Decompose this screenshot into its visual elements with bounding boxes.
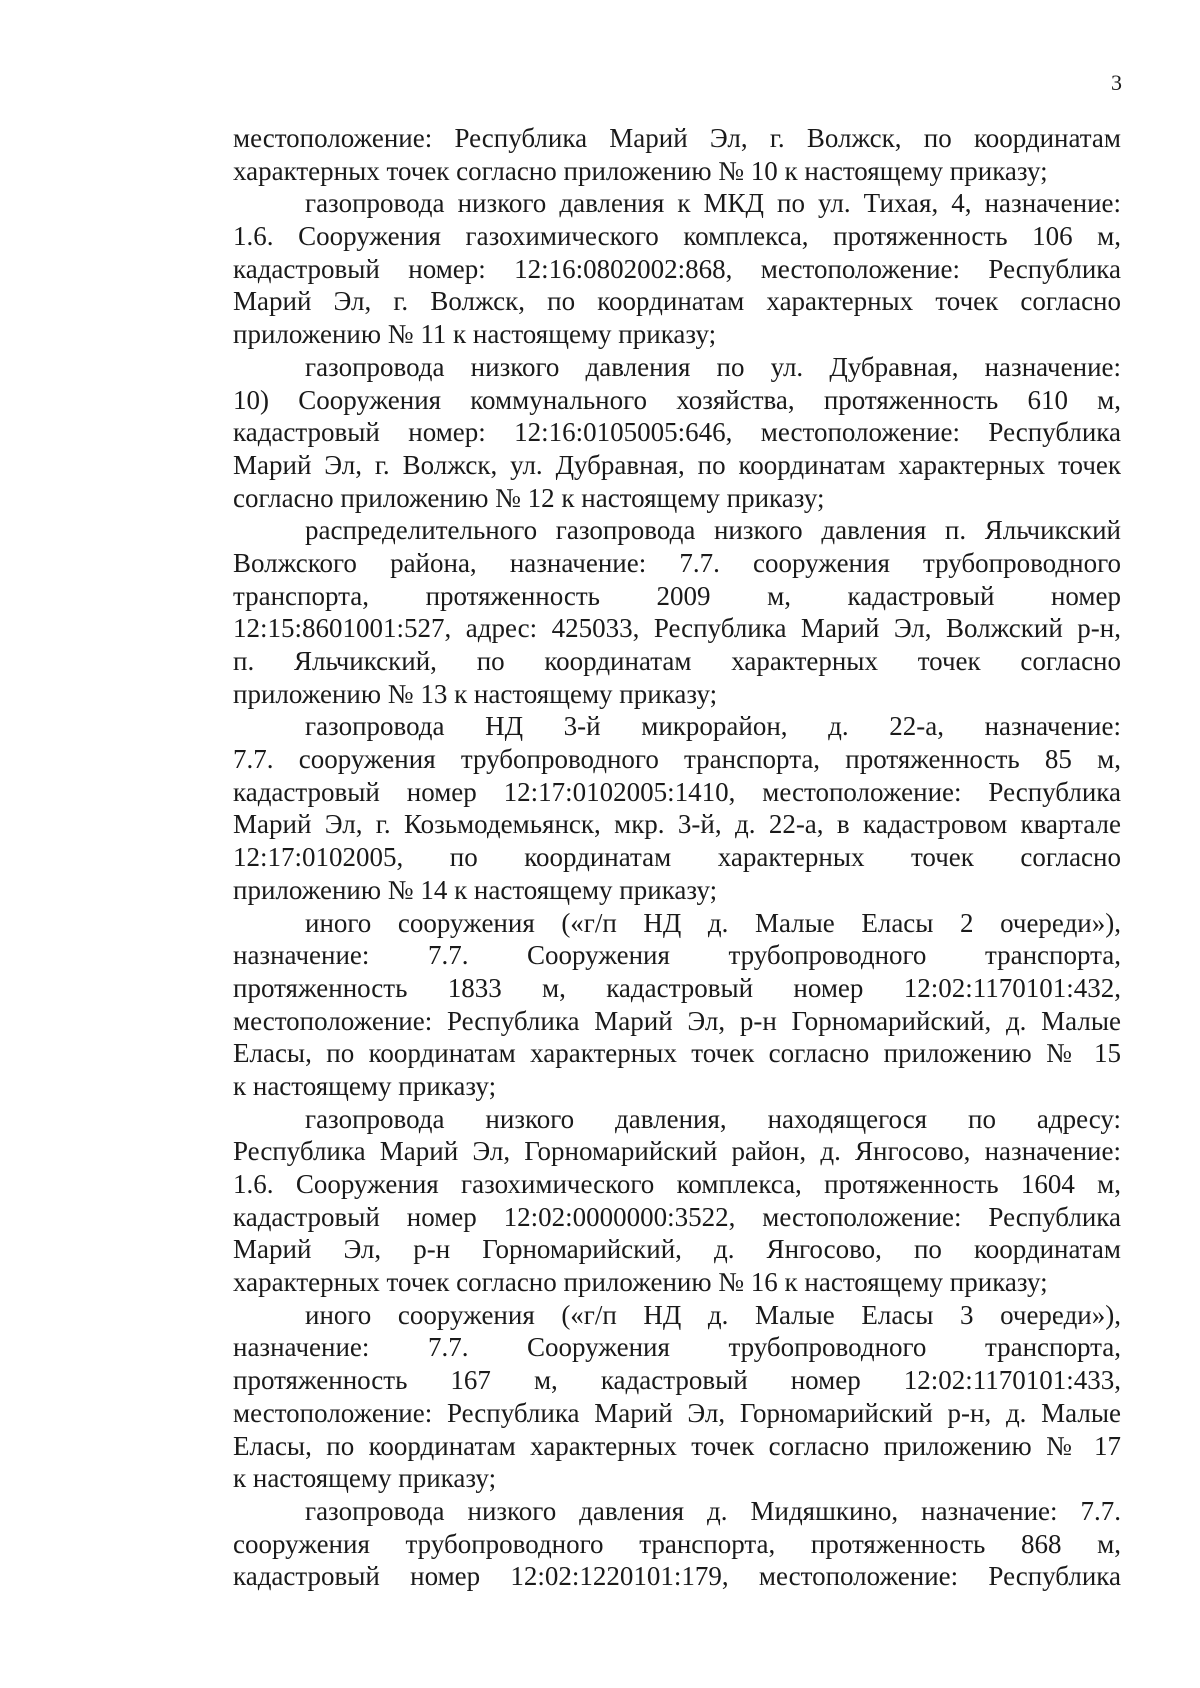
text-line: кадастровый номер 12:02:1220101:179, местоположение: Республика bbox=[233, 1561, 1121, 1592]
text-line: газопровода низкого давления, находящегося по адресу: bbox=[305, 1103, 1121, 1134]
text-line: назначение: 7.7. Сооружения трубопроводного транспорта, bbox=[233, 1332, 1121, 1363]
text-line: газопровода НД 3-й микрорайон, д. 22-а, назначение: bbox=[305, 711, 1121, 742]
text-line: кадастровый номер 12:17:0102005:1410, местоположение: Республика bbox=[233, 776, 1121, 807]
text-line: 1.6. Сооружения газохимического комплекса, протяженность 1604 м, bbox=[233, 1169, 1121, 1199]
text-line: местоположение: Республика Марий Эл, р-н Горномарийский, д. Малые bbox=[233, 1005, 1121, 1036]
text-line: Еласы, по координатам характерных точек согласно приложению № 15 bbox=[233, 1038, 1121, 1069]
text-line: протяженность 167 м, кадастровый номер 12:02:1170101:433, bbox=[233, 1365, 1121, 1396]
text-line: сооружения трубопроводного транспорта, протяженность 868 м, bbox=[233, 1528, 1121, 1559]
text-line: Марий Эл, г. Волжск, по координатам характерных точек согласно bbox=[233, 286, 1121, 317]
text-line: иного сооружения («г/п НД д. Малые Еласы 3 очереди»), bbox=[305, 1299, 1121, 1330]
text-line: назначение: 7.7. Сооружения трубопроводного транспорта, bbox=[233, 940, 1121, 971]
text-line: газопровода низкого давления к МКД по ул. Тихая, 4, назначение: bbox=[305, 188, 1121, 219]
text-line: 10) Сооружения коммунального хозяйства, протяженность 610 м, bbox=[233, 384, 1121, 415]
text-line: 1.6. Сооружения газохимического комплекса, протяженность 106 м, bbox=[233, 221, 1121, 252]
document-body bbox=[233, 122, 1121, 1593]
text-line: Марий Эл, г. Волжск, ул. Дубравная, по координатам характерных точек bbox=[233, 449, 1121, 480]
text-line: местоположение: Республика Марий Эл, Горномарийский р-н, д. Малые bbox=[233, 1397, 1121, 1428]
text-line: транспорта, протяженность 2009 м, кадастровый номер bbox=[233, 580, 1121, 611]
text-line: иного сооружения («г/п НД д. Малые Еласы 2 очереди»), bbox=[305, 907, 1121, 938]
text-line: распределительного газопровода низкого давления п. Яльчикский bbox=[305, 515, 1121, 546]
text-line: характерных точек согласно приложению № 10 к настоящему приказу; bbox=[233, 155, 1048, 186]
text-line: п. Яльчикский, по координатам характерных точек согласно bbox=[233, 646, 1121, 676]
text-line: 12:15:8601001:527, адрес: 425033, Республика Марий Эл, Волжский р-н, bbox=[233, 613, 1121, 644]
text-line: кадастровый номер: 12:16:0802002:868, местоположение: Республика bbox=[233, 253, 1121, 284]
text-line: приложению № 11 к настоящему приказу; bbox=[233, 319, 717, 350]
text-line: кадастровый номер 12:02:0000000:3522, местоположение: Республика bbox=[233, 1201, 1121, 1232]
page-number: 3 bbox=[1111, 70, 1122, 95]
text-line: 7.7. сооружения трубопроводного транспорта, протяженность 85 м, bbox=[233, 744, 1121, 775]
text-line: газопровода низкого давления д. Мидяшкино, назначение: 7.7. bbox=[305, 1495, 1121, 1526]
text-line: характерных точек согласно приложению № 16 к настоящему приказу; bbox=[233, 1267, 1048, 1298]
text-line: согласно приложению № 12 к настоящему приказу; bbox=[233, 482, 825, 513]
text-line: газопровода низкого давления по ул. Дубравная, назначение: bbox=[305, 351, 1121, 382]
text-line: приложению № 14 к настоящему приказу; bbox=[233, 874, 718, 905]
text-line: Еласы, по координатам характерных точек согласно приложению № 17 bbox=[233, 1430, 1121, 1461]
text-line: Марий Эл, р-н Горномарийский, д. Янгосово, по координатам bbox=[233, 1234, 1121, 1265]
text-line: к настоящему приказу; bbox=[233, 1070, 497, 1101]
text-line: 12:17:0102005, по координатам характерных точек согласно bbox=[233, 842, 1121, 873]
text-line: Волжского района, назначение: 7.7. сооружения трубопроводного bbox=[233, 547, 1121, 578]
text-line: приложению № 13 к настоящему приказу; bbox=[233, 678, 718, 709]
text-line: к настоящему приказу; bbox=[233, 1463, 497, 1494]
text-line: кадастровый номер: 12:16:0105005:646, местоположение: Республика bbox=[233, 417, 1121, 448]
text-line: местоположение: Республика Марий Эл, г. Волжск, по координатам bbox=[233, 123, 1121, 153]
text-line: Республика Марий Эл, Горномарийский район, д. Янгосово, назначение: bbox=[233, 1136, 1121, 1167]
text-line: Марий Эл, г. Козьмодемьянск, мкр. 3-й, д. 22-а, в кадастровом квартале bbox=[233, 809, 1121, 840]
text-line: протяженность 1833 м, кадастровый номер 12:02:1170101:432, bbox=[233, 972, 1121, 1003]
